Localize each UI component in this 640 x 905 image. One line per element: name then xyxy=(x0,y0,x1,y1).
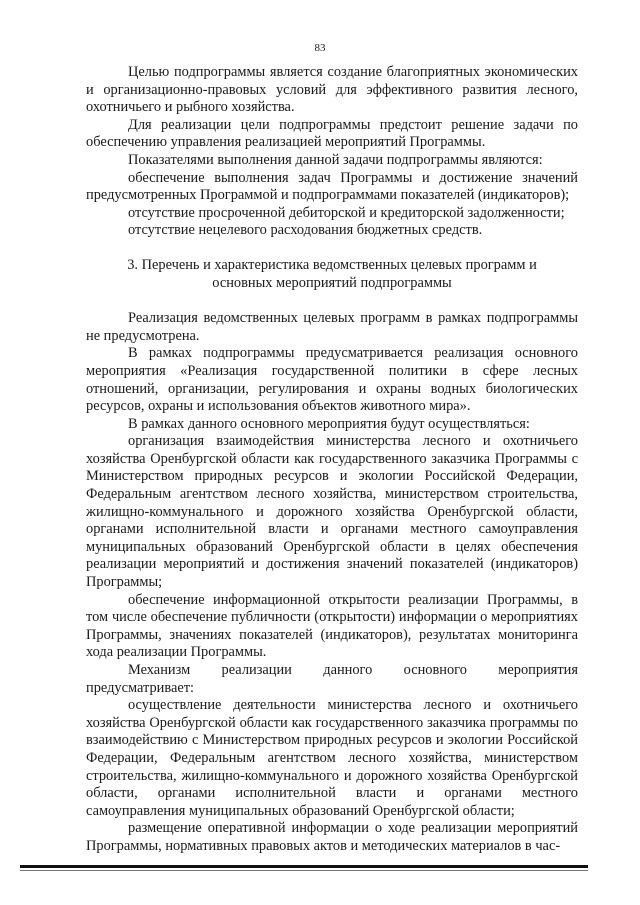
paragraph: отсутствие нецелевого расходования бюджетных средств. xyxy=(128,222,483,239)
section-heading-line: 3. Перечень и характеристика ведомственных целевых программ и xyxy=(127,256,537,273)
paragraph: размещение оперативной информации о ходе реализации мероприятий Программы, нормативных правовых актов и методических материалов в час- xyxy=(86,820,578,854)
paragraph: Механизм реализации данного основного мероприятия предусматривает: xyxy=(86,662,578,696)
document-body xyxy=(86,64,578,856)
section-heading xyxy=(86,257,578,292)
paragraph: Для реализации цели подпрограммы предстоит решение задачи по обеспечению управления реализацией мероприятий Программы. xyxy=(86,116,578,151)
paragraph: В рамках подпрограммы предусматривается реализация основного мероприятия «Реализация государственной политики в сфере лесных отношений, организации, регулирования и охраны водных биологических ресурсов, охраны и использования объектов животного мира». xyxy=(86,345,578,415)
paragraph: организация взаимодействия министерства лесного и охотничьего хозяйства Оренбургской области как государственного заказчика Программы с Министерством природных ресурсов и экологии Российской Федерации, Федеральным агентством лесного хозяйства, министерством строительства, жилищно-коммунального и дорожного хозяйства Оренбургской области, органами исполнительной власти и органами местного самоуправления муниципальных образований Оренбургской области в целях обеспечения реализации мероприятий и достижения значений показателей (индикаторов) Программы; xyxy=(86,433,578,591)
paragraph: Целью подпрограммы является создание благоприятных экономических и организационно-правовых условий для эффективного развития лесного, охотничьего и рыбного хозяйства. xyxy=(86,64,578,116)
paragraph: Реализация ведомственных целевых программ в рамках подпрограммы не предусмотрена. xyxy=(86,310,578,344)
paragraph: В рамках данного основного мероприятия будут осуществляться: xyxy=(128,415,530,432)
page-number: 83 xyxy=(314,42,326,54)
paragraph: обеспечение информационной открытости реализации Программы, в том числе обеспечение публичности (открытости) информации о мероприятиях Программы, значениях показателей (индикаторов), результатах мониторинга хода реализации Программы. xyxy=(86,591,578,661)
section-heading-line: основных мероприятий подпрограммы xyxy=(212,274,452,291)
paragraph: обеспечение выполнения задач Программы и достижение значений предусмотренных Программой и подпрограммами показателей (индикаторов); xyxy=(86,169,578,204)
page-bottom-rule xyxy=(20,865,588,868)
paragraph: Показателями выполнения данной задачи подпрограммы являются: xyxy=(128,151,543,168)
paragraph: отсутствие просроченной дебиторской и кредиторской задолженности; xyxy=(128,204,565,221)
page-bottom-rule-thin xyxy=(20,870,588,871)
paragraph: осуществление деятельности министерства лесного и охотничьего хозяйства Оренбургской области как государственного заказчика программы по взаимодействию с Министерством природных ресурсов и экологии Российской Федерации, Федеральным агентством лесного хозяйства, министерством строительства, жилищно-коммунального и дорожного хозяйства Оренбургской области, органами исполнительной власти и органами местного самоуправления муниципальных образований Оренбургской области; xyxy=(86,697,578,819)
